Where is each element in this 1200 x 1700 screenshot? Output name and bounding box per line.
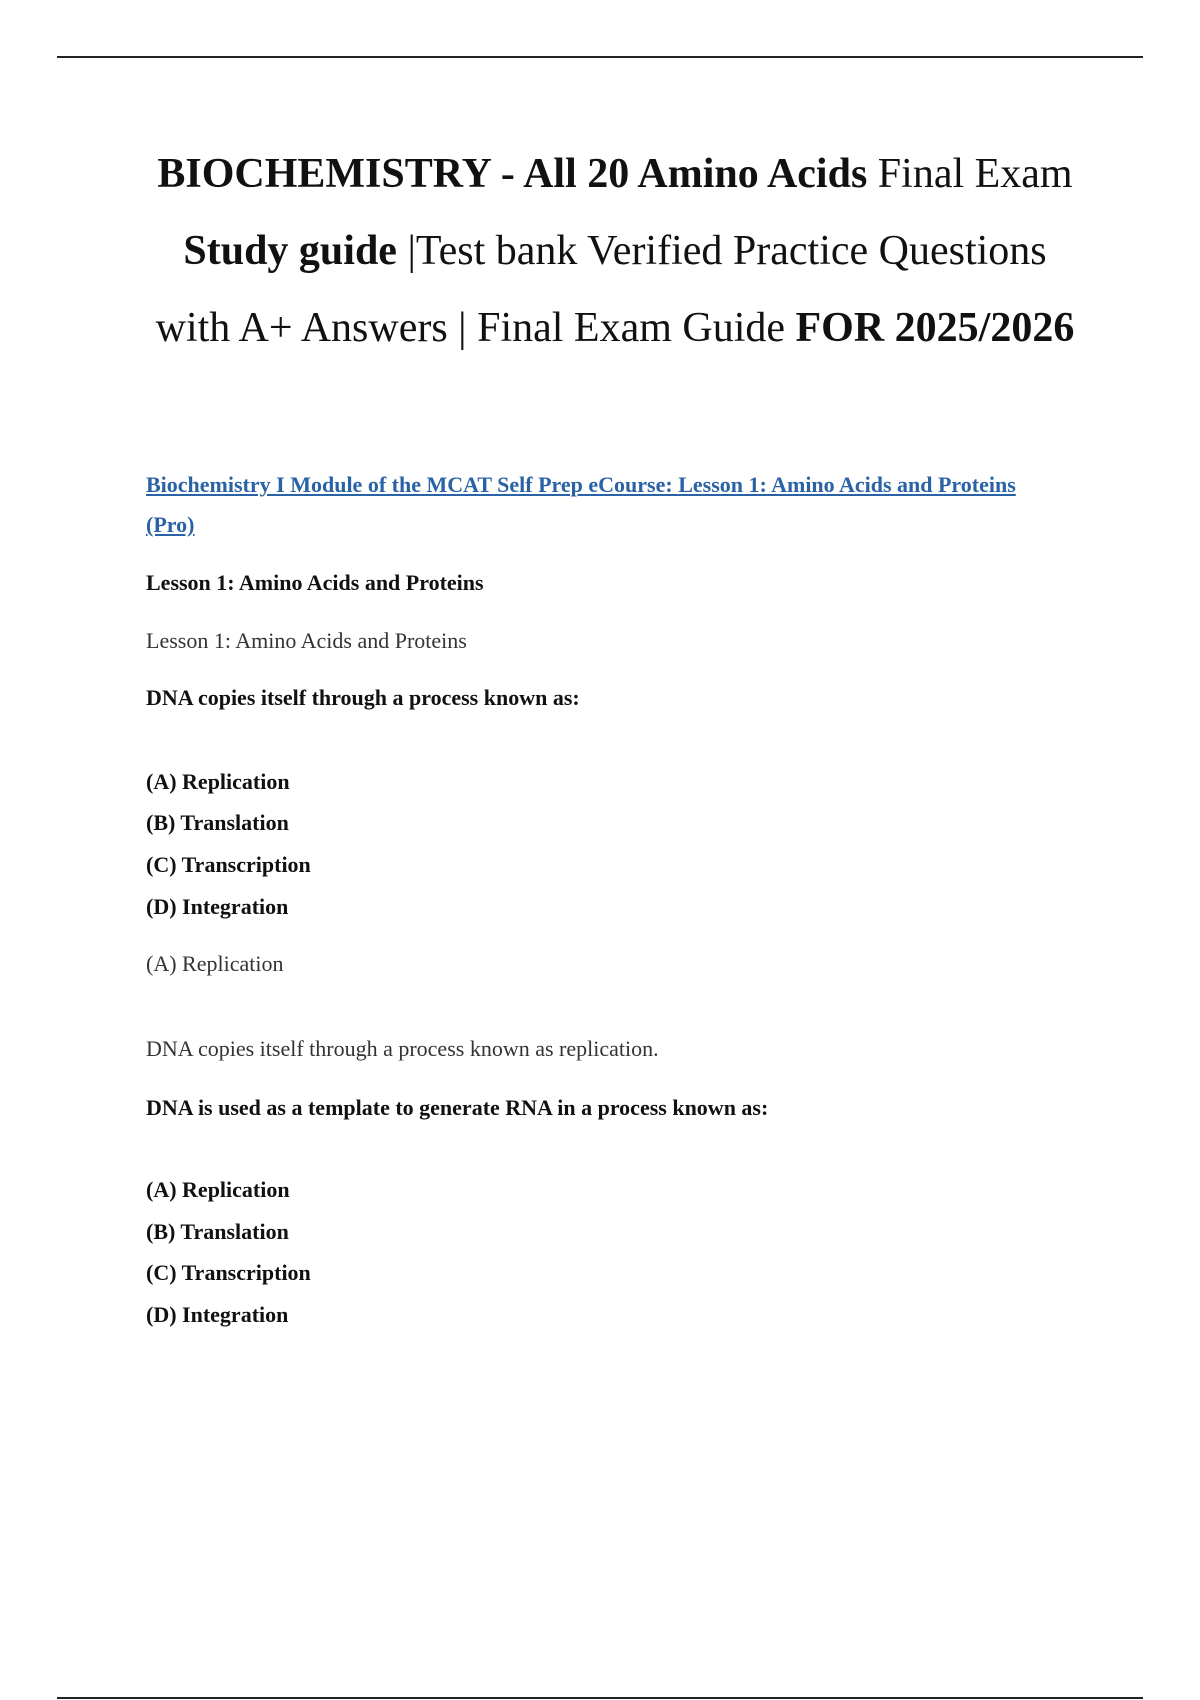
question-2-option-b: (B) Translation [146, 1219, 289, 1244]
question-1-option-c: (C) Transcription [146, 852, 311, 877]
question-1-explanation: DNA copies itself through a process known as replication. [146, 1036, 659, 1061]
title-part-2: Final Exam [867, 151, 1073, 197]
question-2-option-c: (C) Transcription [146, 1260, 311, 1285]
title-part-3: Study guide [183, 228, 397, 274]
question-1-option-d: (D) Integration [146, 894, 289, 919]
question-2-option-a: (A) Replication [146, 1177, 290, 1202]
lesson-subheading: Lesson 1: Amino Acids and Proteins [146, 628, 467, 653]
course-link[interactable]: Biochemistry I Module of the MCAT Self Prep eCourse: Lesson 1: Amino Acids and Proteins (Pro) [146, 472, 1016, 537]
title-part-5: FOR 2025/2026 [795, 305, 1075, 351]
question-1-option-a: (A) Replication [146, 769, 290, 794]
question-2-prompt: DNA is used as a template to generate RNA in a process known as: [146, 1095, 769, 1120]
bottom-rule [57, 1697, 1143, 1699]
lesson-heading: Lesson 1: Amino Acids and Proteins [146, 570, 484, 595]
question-1-answer: (A) Replication [146, 951, 284, 976]
question-1-option-b: (B) Translation [146, 810, 289, 835]
title-part-1: BIOCHEMISTRY - All 20 Amino Acids [157, 151, 868, 197]
question-1-prompt: DNA copies itself through a process known as: [146, 685, 580, 710]
title-part-4: |Test bank Verified Practice Questions with A+ Answers | Final Exam Guide [155, 228, 1047, 351]
question-2-option-d: (D) Integration [146, 1302, 289, 1327]
document-body [146, 0, 1076, 1700]
